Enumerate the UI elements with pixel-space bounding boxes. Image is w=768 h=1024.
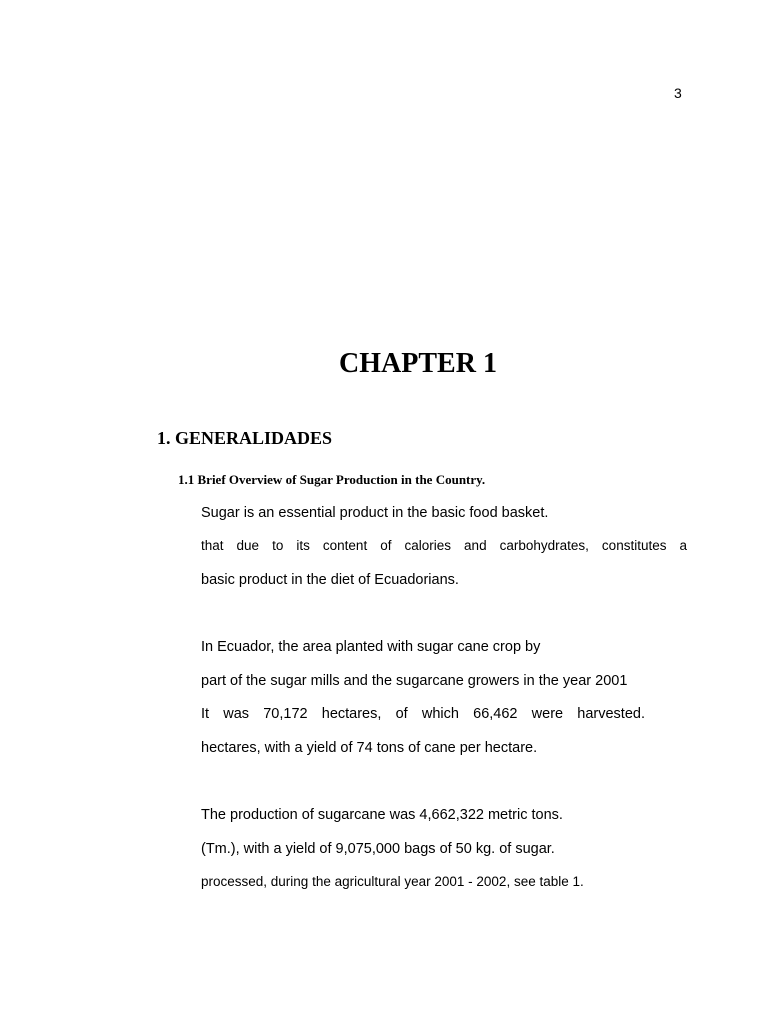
chapter-title: CHAPTER 1 <box>339 348 497 379</box>
page-number: 3 <box>674 85 682 101</box>
paragraph-line: basic product in the diet of Ecuadorians. <box>201 572 459 588</box>
paragraph-line: that due to its content of calories and carbohydrates, constitutes a <box>201 538 687 553</box>
subsection-heading: 1.1 Brief Overview of Sugar Production in the Country. <box>178 472 486 487</box>
paragraph-line: Sugar is an essential product in the basic food basket. <box>201 505 549 521</box>
section-heading: 1. GENERALIDADES <box>157 428 333 448</box>
paragraph-line: part of the sugar mills and the sugarcane growers in the year 2001 <box>201 673 628 689</box>
paragraph-line: In Ecuador, the area planted with sugar cane crop by <box>201 639 541 655</box>
paragraph-line: processed, during the agricultural year 2001 - 2002, see table 1. <box>201 874 584 889</box>
paragraph-line: It was 70,172 hectares, of which 66,462 were harvested. <box>201 706 645 722</box>
paragraph-line: (Tm.), with a yield of 9,075,000 bags of 50 kg. of sugar. <box>201 841 555 857</box>
paragraph-line: The production of sugarcane was 4,662,322 metric tons. <box>201 807 563 823</box>
paragraph-line: hectares, with a yield of 74 tons of cane per hectare. <box>201 740 538 756</box>
